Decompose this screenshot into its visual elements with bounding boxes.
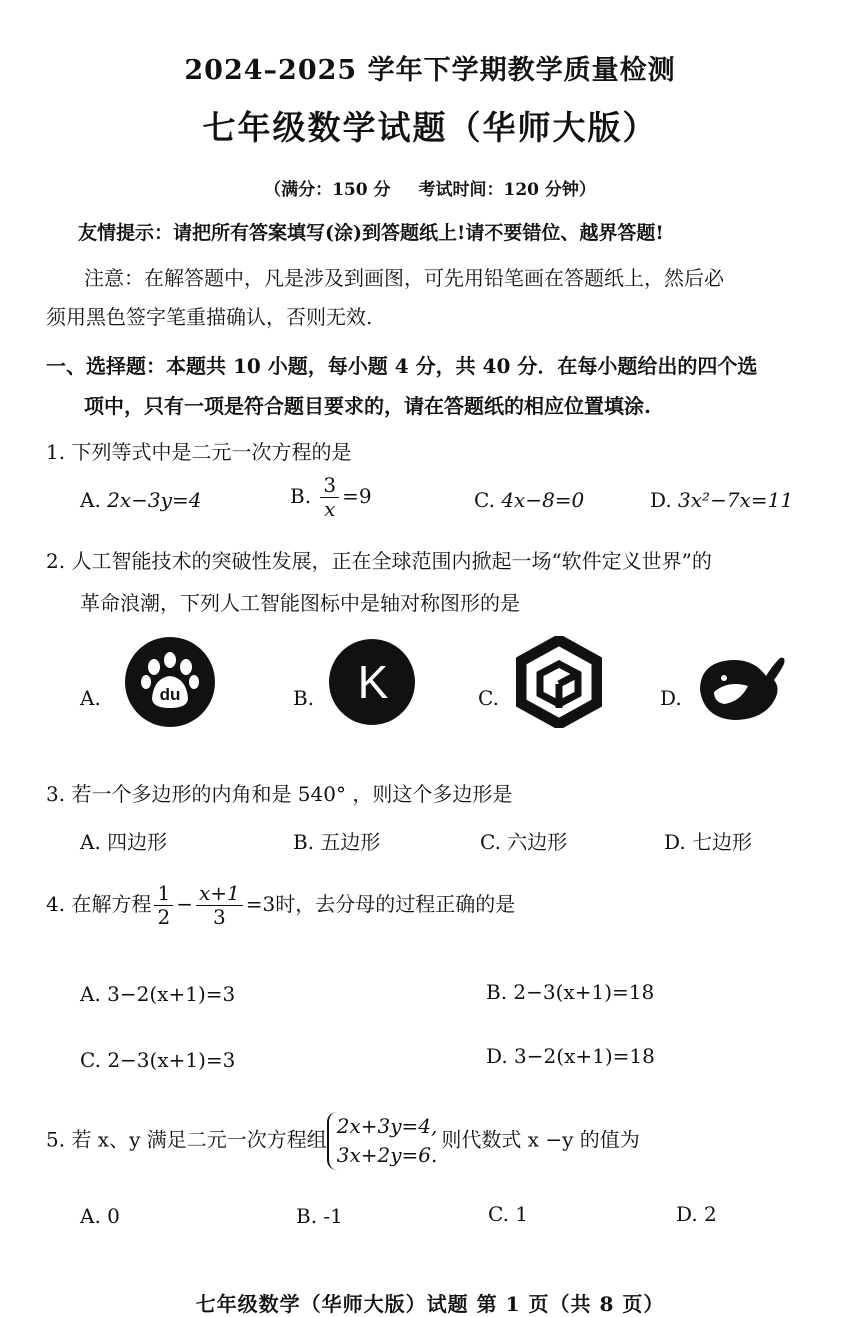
q4-option-c xyxy=(80,1048,235,1072)
q1-number: 1. xyxy=(46,440,66,464)
q4-c-text: 2−3(x+1)=3 xyxy=(107,1048,236,1072)
q1-b-label: B. xyxy=(290,484,312,508)
q5-stem xyxy=(46,1112,640,1170)
exam-time: 考试时间：120 分钟） xyxy=(418,180,596,200)
q2-stem-line1 xyxy=(46,545,712,574)
q5-eq2: 3x+2y=6. xyxy=(336,1143,438,1167)
q4-frac2-num: x+1 xyxy=(196,882,243,906)
q4-c-label: C. xyxy=(80,1048,101,1072)
q2-d-label: D. xyxy=(660,686,682,710)
cube-icon xyxy=(516,636,602,728)
q5-text-pre: 若 x、y 满足二元一次方程组 xyxy=(71,1127,327,1152)
q4-minus: − xyxy=(176,892,193,916)
q4-d-label: D. xyxy=(486,1044,508,1068)
exam-title-line1: 2024–2025 学年下学期教学质量检测 xyxy=(184,55,676,86)
q4-option-b xyxy=(486,980,654,1004)
q4-b-label: B. xyxy=(486,980,508,1004)
q4-d-text: 3−2(x+1)=18 xyxy=(514,1044,655,1068)
q1-c-text: 4x−8=0 xyxy=(501,488,585,512)
q4-stem xyxy=(46,882,515,929)
q3-text: 若一个多边形的内角和是 540° ，则这个多边形是 xyxy=(71,782,513,806)
q1-c-label: C. xyxy=(474,488,495,512)
q5-equation-system xyxy=(327,1112,442,1170)
k-logo-letter: K xyxy=(357,656,389,708)
q2-text-line2: 革命浪潮，下列人工智能图标中是轴对称图形的是 xyxy=(80,591,520,615)
section1-heading: 一、选择题：本题共 10 小题，每小题 4 分，共 40 分．在每小题给出的四个选 xyxy=(46,354,758,378)
q2-number: 2. xyxy=(46,549,66,573)
q4-number: 4. xyxy=(46,892,66,916)
friendly-tip: 友情提示：请把所有答案填写(涂)到答题纸上!请不要错位、越界答题! xyxy=(78,222,664,244)
q4-a-label: A. xyxy=(80,982,101,1006)
section1-instruction: 项中，只有一项是符合题目要求的，请在答题纸的相应位置填涂. xyxy=(84,394,651,418)
q4-option-a xyxy=(80,982,235,1006)
paw-icon-text: du xyxy=(159,685,181,704)
q1-option-b xyxy=(290,474,372,521)
q2-a-label: A. xyxy=(80,686,101,710)
q1-b-denominator: x xyxy=(324,497,336,521)
q1-d-label: D. xyxy=(650,488,672,512)
q2-text-line1: 人工智能技术的突破性发展，正在全球范围内掀起一场“软件定义世界”的 xyxy=(71,549,712,573)
q3-option-b: B. 五边形 xyxy=(293,830,381,854)
q2-b-label: B. xyxy=(293,686,315,710)
q2-c-label: C. xyxy=(478,686,499,710)
k-logo-icon xyxy=(328,636,416,728)
q1-option-d xyxy=(650,488,793,512)
q3-option-c: C. 六边形 xyxy=(480,830,568,854)
q4-text-post: =3时，去分母的过程正确的是 xyxy=(245,892,516,916)
page-footer: 七年级数学（华师大版）试题 第 1 页（共 8 页） xyxy=(195,1292,665,1316)
q4-b-text: 2−3(x+1)=18 xyxy=(513,980,655,1004)
q4-frac1-num: 1 xyxy=(154,882,173,906)
q5-eq1: 2x+3y=4, xyxy=(336,1114,438,1138)
paw-icon xyxy=(124,636,216,728)
q4-text-pre: 在解方程 xyxy=(71,892,152,916)
q5-option-b: B. -1 xyxy=(296,1204,343,1228)
q1-option-a xyxy=(80,488,201,512)
q4-a-text: 3−2(x+1)=3 xyxy=(107,982,236,1006)
q3-option-a: A. 四边形 xyxy=(80,830,168,854)
q4-option-d xyxy=(486,1044,655,1068)
whale-icon xyxy=(694,650,790,724)
q1-d-text: 3x²−7x=11 xyxy=(678,488,794,512)
q4-frac2-den: 3 xyxy=(212,905,226,929)
q5-number: 5. xyxy=(46,1127,66,1152)
q1-option-c xyxy=(474,488,584,512)
q5-option-a: A. 0 xyxy=(80,1204,120,1228)
q5-text-post: 则代数式 x −y 的值为 xyxy=(441,1127,640,1152)
exam-title-line2: 七年级数学试题（华师大版） xyxy=(202,108,658,147)
q5-option-c: C. 1 xyxy=(488,1202,529,1226)
q1-text: 下列等式中是二元一次方程的是 xyxy=(71,440,352,464)
notice-line2: 须用黑色签字笔重描确认，否则无效. xyxy=(46,305,373,329)
q1-a-text: 2x−3y=4 xyxy=(107,488,202,512)
q1-stem xyxy=(46,436,351,465)
q1-b-rest: =9 xyxy=(342,484,372,508)
full-score: （满分：150 分 xyxy=(264,180,391,200)
q3-stem xyxy=(46,778,512,807)
q1-a-label: A. xyxy=(80,488,101,512)
score-and-time xyxy=(0,175,860,200)
q3-option-d: D. 七边形 xyxy=(664,830,753,854)
notice-line1: 注意：在解答题中，凡是涉及到画图，可先用铅笔画在答题纸上，然后必 xyxy=(84,266,724,290)
q5-option-d: D. 2 xyxy=(676,1202,717,1226)
q4-frac1-den: 2 xyxy=(157,905,171,929)
q3-number: 3. xyxy=(46,782,66,806)
q1-b-numerator: 3 xyxy=(320,474,339,498)
